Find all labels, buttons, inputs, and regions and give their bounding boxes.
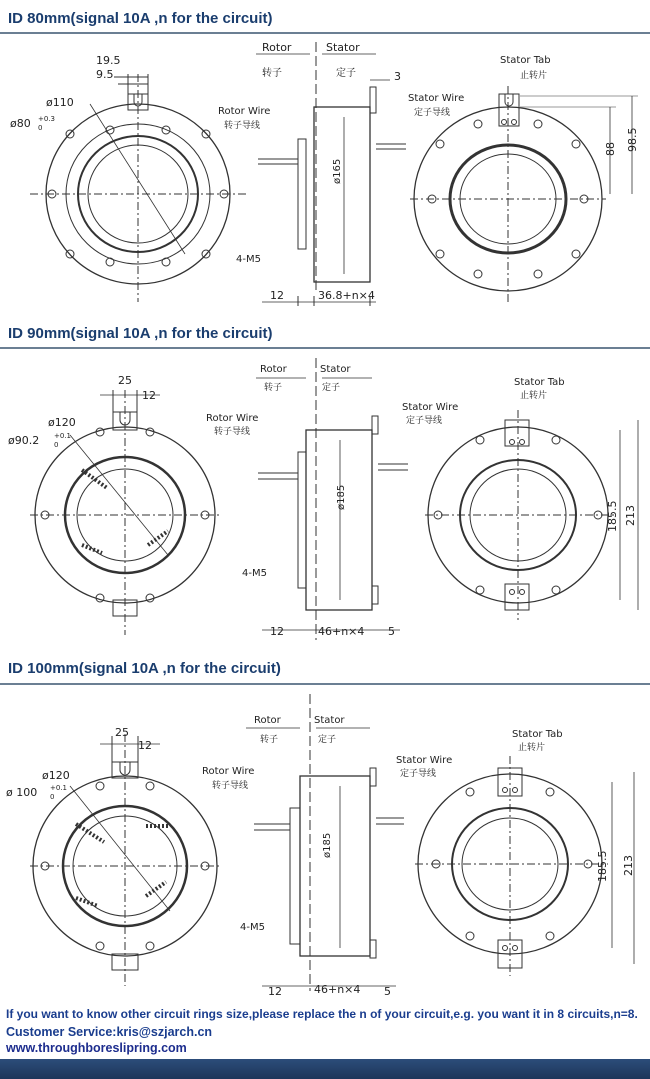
label-rotor-cn: 转子 xyxy=(262,68,282,79)
dim-outer-dia: ø120 xyxy=(48,416,76,429)
dim-tab-inner: 12 xyxy=(142,389,156,402)
label-stator: Stator xyxy=(320,364,351,375)
label-rotor-wire: Rotor Wire xyxy=(202,766,255,777)
dim-length: 46+n×4 xyxy=(314,983,361,996)
dim-height-inner: 185.5 xyxy=(596,850,609,882)
dim-outer-dia: ø120 xyxy=(42,769,70,782)
dim-outer-dia: ø110 xyxy=(46,96,74,109)
label-stator-tab: Stator Tab xyxy=(500,55,551,66)
dim-height-outer: 213 xyxy=(622,855,635,876)
label-rotor-wire: Rotor Wire xyxy=(206,413,259,424)
label-rotor-wire-cn: 转子导线 xyxy=(212,781,249,791)
dim-stator-gap: 3 xyxy=(394,70,401,83)
label-screw: 4-M5 xyxy=(236,254,261,265)
back-view-80 xyxy=(410,86,638,304)
label-stator-tab-cn: 止转片 xyxy=(520,71,548,81)
label-stator-wire-cn: 定子导线 xyxy=(406,416,443,426)
section-title-100mm: ID 100mm(signal 10A ,n for the circuit) xyxy=(8,660,281,677)
side-view-80 xyxy=(256,42,406,306)
label-stator-wire-cn: 定子导线 xyxy=(400,769,437,779)
dim-tab-outer: 19.5 xyxy=(96,54,121,67)
section-title-80mm: ID 80mm(signal 10A ,n for the circuit) xyxy=(8,10,273,27)
dim-bore-dia: ø80 xyxy=(10,117,31,130)
dim-bore-dia: ø90.2 xyxy=(8,434,40,447)
dim-tail: 5 xyxy=(388,625,395,638)
dim-length: 46+n×4 xyxy=(318,625,365,638)
footer-note: If you want to know other circuit rings size,please replace the n of your circuit,e.g. you want it in 8 circuits,n=8. xyxy=(6,1007,638,1021)
dim-bore-tol-lower: 0 xyxy=(38,124,43,132)
label-screw: 4-M5 xyxy=(240,922,265,933)
bottom-bar xyxy=(0,1059,650,1079)
label-stator-cn: 定子 xyxy=(318,735,337,745)
dim-bore-tol-upper: +0.1 xyxy=(50,784,67,792)
dim-height-outer: 98.5 xyxy=(626,127,639,152)
label-stator-wire: Stator Wire xyxy=(402,402,459,413)
dim-height-inner: 185.5 xyxy=(606,500,619,532)
label-stator-wire-cn: 定子导线 xyxy=(414,108,451,118)
dim-bore-tol-upper: +0.1 xyxy=(54,432,71,440)
label-stator-tab-cn: 止转片 xyxy=(518,743,546,753)
label-stator: Stator xyxy=(314,715,345,726)
label-rotor: Rotor xyxy=(260,364,287,375)
dim-length: 36.8+n×4 xyxy=(318,289,375,302)
section-title-90mm: ID 90mm(signal 10A ,n for the circuit) xyxy=(8,325,273,342)
dim-flange-thk: 12 xyxy=(270,625,284,638)
dim-bore-dia: ø 100 xyxy=(6,786,38,799)
dim-tab-inner: 9.5 xyxy=(96,68,114,81)
section-divider xyxy=(0,347,650,349)
label-stator-cn: 定子 xyxy=(322,383,341,393)
label-stator: Stator xyxy=(326,41,360,54)
dim-tab-outer: 25 xyxy=(115,726,129,739)
dim-tail: 5 xyxy=(384,985,391,998)
label-rotor-wire-cn: 转子导线 xyxy=(224,121,261,131)
section-divider xyxy=(0,683,650,685)
label-stator-tab: Stator Tab xyxy=(514,377,565,388)
customer-service: Customer Service:kris@szjarch.cn xyxy=(6,1025,213,1039)
label-stator-wire: Stator Wire xyxy=(408,93,465,104)
label-rotor-wire-cn: 转子导线 xyxy=(214,427,251,437)
dim-height-inner: 88 xyxy=(604,142,617,156)
label-rotor-wire: Rotor Wire xyxy=(218,106,271,117)
dim-body-dia: ø185 xyxy=(322,832,333,858)
dim-body-dia: ø165 xyxy=(332,158,343,184)
label-stator-tab-cn: 止转片 xyxy=(520,391,548,401)
dim-bore-tol-lower: 0 xyxy=(54,441,59,449)
drawing-90mm xyxy=(0,350,650,650)
side-view-90 xyxy=(256,358,408,640)
label-rotor: Rotor xyxy=(262,41,292,54)
dim-bore-tol-upper: +0.3 xyxy=(38,115,55,123)
dim-body-dia: ø185 xyxy=(336,484,347,510)
dim-flange-thk: 12 xyxy=(268,985,282,998)
dim-tab-outer: 25 xyxy=(118,374,132,387)
dim-bore-tol-lower: 0 xyxy=(50,793,55,801)
website-link[interactable]: www.throughboreslipring.com xyxy=(6,1041,187,1055)
dim-flange-thk: 12 xyxy=(270,289,284,302)
drawing-100mm xyxy=(0,686,650,1004)
label-stator-wire: Stator Wire xyxy=(396,755,453,766)
dim-height-outer: 213 xyxy=(624,505,637,526)
label-screw: 4-M5 xyxy=(242,568,267,579)
label-rotor-cn: 转子 xyxy=(264,383,283,393)
label-rotor: Rotor xyxy=(254,715,281,726)
dim-tab-inner: 12 xyxy=(138,739,152,752)
label-stator-tab: Stator Tab xyxy=(512,729,563,740)
label-rotor-cn: 转子 xyxy=(260,735,279,745)
label-stator-cn: 定子 xyxy=(336,68,356,79)
drawing-80mm xyxy=(0,34,650,314)
